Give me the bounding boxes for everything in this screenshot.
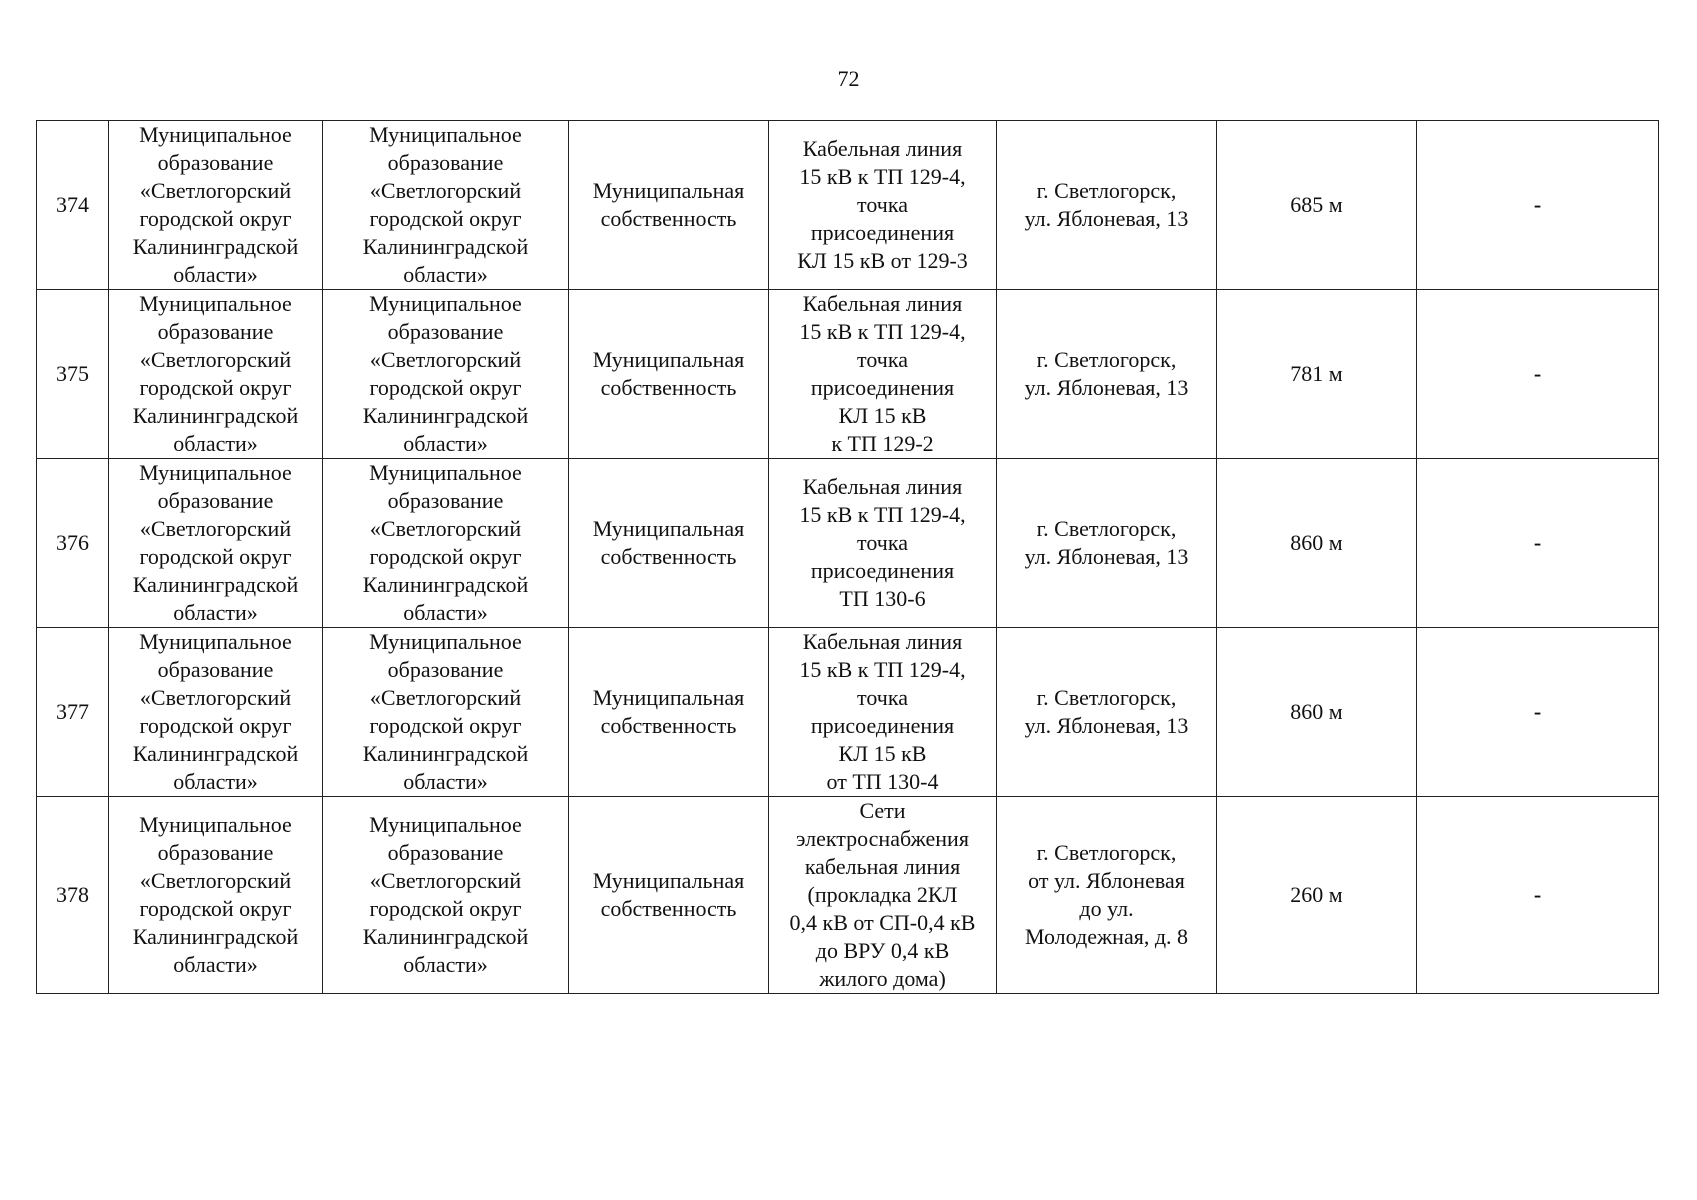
right-type-cell: Муниципальная собственность — [569, 459, 769, 628]
right-type-cell: Муниципальная собственность — [569, 290, 769, 459]
object-description-cell: Сети электроснабжения кабельная линия (прокладка 2КЛ 0,4 кВ от СП-0,4 кВ до ВРУ 0,4 кВ жилого дома) — [769, 797, 997, 994]
address-cell: г. Светлогорск, ул. Яблоневая, 13 — [997, 459, 1217, 628]
note-cell: - — [1417, 459, 1659, 628]
address-cell: г. Светлогорск, ул. Яблоневая, 13 — [997, 628, 1217, 797]
table-row — [37, 797, 1659, 994]
table-row — [37, 121, 1659, 290]
length-cell: 860 м — [1217, 459, 1417, 628]
object-description-cell: Кабельная линия 15 кВ к ТП 129-4, точка присоединения КЛ 15 кВ от ТП 130-4 — [769, 628, 997, 797]
holder-cell: Муниципальное образование «Светлогорский городской округ Калининградской области» — [323, 797, 569, 994]
address-cell: г. Светлогорск, от ул. Яблоневая до ул. Молодежная, д. 8 — [997, 797, 1217, 994]
owner-cell: Муниципальное образование «Светлогорский городской округ Калининградской области» — [109, 628, 323, 797]
row-number-cell: 375 — [37, 290, 109, 459]
object-description-cell: Кабельная линия 15 кВ к ТП 129-4, точка присоединения ТП 130-6 — [769, 459, 997, 628]
object-description-cell: Кабельная линия 15 кВ к ТП 129-4, точка присоединения КЛ 15 кВ к ТП 129-2 — [769, 290, 997, 459]
row-number-cell: 377 — [37, 628, 109, 797]
right-type-cell: Муниципальная собственность — [569, 797, 769, 994]
length-cell: 260 м — [1217, 797, 1417, 994]
owner-cell: Муниципальное образование «Светлогорский городской округ Калининградской области» — [109, 459, 323, 628]
right-type-cell: Муниципальная собственность — [569, 628, 769, 797]
length-cell: 685 м — [1217, 121, 1417, 290]
page-number: 72 — [837, 66, 860, 91]
note-cell: - — [1417, 121, 1659, 290]
holder-cell: Муниципальное образование «Светлогорский городской округ Калининградской области» — [323, 121, 569, 290]
note-cell: - — [1417, 290, 1659, 459]
address-cell: г. Светлогорск, ул. Яблоневая, 13 — [997, 290, 1217, 459]
table-row — [37, 628, 1659, 797]
note-cell: - — [1417, 797, 1659, 994]
holder-cell: Муниципальное образование «Светлогорский городской округ Калининградской области» — [323, 290, 569, 459]
length-cell: 781 м — [1217, 290, 1417, 459]
owner-cell: Муниципальное образование «Светлогорский городской округ Калининградской области» — [109, 121, 323, 290]
row-number-cell: 374 — [37, 121, 109, 290]
object-description-cell: Кабельная линия 15 кВ к ТП 129-4, точка присоединения КЛ 15 кВ от 129-3 — [769, 121, 997, 290]
note-cell: - — [1417, 628, 1659, 797]
registry-table — [36, 120, 1659, 994]
row-number-cell: 376 — [37, 459, 109, 628]
owner-cell: Муниципальное образование «Светлогорский городской округ Калининградской области» — [109, 290, 323, 459]
table-row — [37, 459, 1659, 628]
right-type-cell: Муниципальная собственность — [569, 121, 769, 290]
length-cell: 860 м — [1217, 628, 1417, 797]
holder-cell: Муниципальное образование «Светлогорский городской округ Калининградской области» — [323, 459, 569, 628]
address-cell: г. Светлогорск, ул. Яблоневая, 13 — [997, 121, 1217, 290]
owner-cell: Муниципальное образование «Светлогорский городской округ Калининградской области» — [109, 797, 323, 994]
table-row — [37, 290, 1659, 459]
holder-cell: Муниципальное образование «Светлогорский городской округ Калининградской области» — [323, 628, 569, 797]
row-number-cell: 378 — [37, 797, 109, 994]
